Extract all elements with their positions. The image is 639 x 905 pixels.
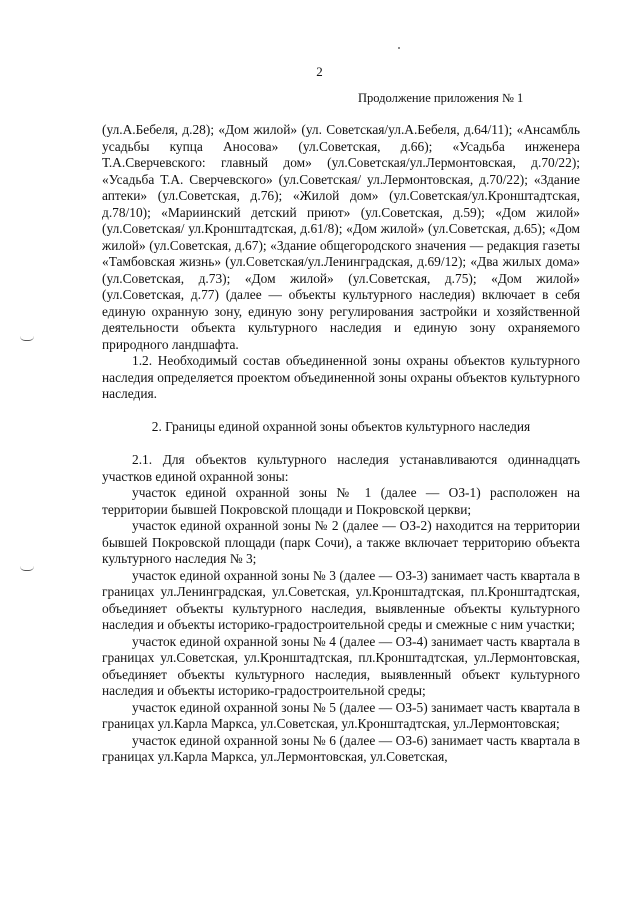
paragraph-oz1: участок единой охранной зоны № 1 (далее — ОЗ-1) расположен на территории бывшей Покровской площади и Покровской церкви; [102,485,580,517]
document-body [102,122,580,766]
appendix-continuation: Продолжение приложения № 1 [358,91,524,105]
paragraph-oz2: участок единой охранной зоны № 2 (далее — ОЗ-2) находится на территории бывшей Покровской площади (парк Сочи), а также включает территорию объекта культурного наследия № 3; [102,518,580,566]
page-number: 2 [316,64,323,79]
paragraph-2-1: 2.1. Для объектов культурного наследия устанавливаются одиннадцать участков единой охранной зоны: [102,452,580,484]
paragraph-1-2: 1.2. Необходимый состав объединенной зоны охраны объектов культурного наследия определяется проектом объединенной зоны охраны объектов культурного наследия. [102,353,580,401]
paragraph-oz3: участок единой охранной зоны № 3 (далее — ОЗ-3) занимает часть квартала в границах ул.Ленинградская, ул.Советская, ул.Кронштадтская, пл.Кронштадтская, объединяет объекты культурного наследия, выявленные объекты культурного наследия и объекты историко-градостроительной среды и смежные с ним участки; [102,567,580,632]
paragraph-oz5: участок единой охранной зоны № 5 (далее — ОЗ-5) занимает часть квартала в границах ул.Карла Маркса, ул.Советская, ул.Кронштадтская, ул.Лермонтовская; [102,699,580,731]
section-heading-2: 2. Границы единой охранной зоны объектов культурного наследия [151,418,531,434]
paragraph-objects-list: (ул.А.Бебеля, д.28); «Дом жилой» (ул. Советская/ул.А.Бебеля, д.64/11); «Ансамбль усадьбы купца Аносова» (ул.Советская, д.66); «Усадьба инженера Т.А.Сверчевского: главный дом» (ул.Советская/ул.Лермонтовская, д.70/22); «Усадьба Т.А. Сверчевского» (ул.Советская/ ул.Лермонтовская, д.70/22); «Здание аптеки» (ул.Советская, д.76); «Жилой дом» (ул.Советская/ул.Кронштадтская, д.78/10); «Мариинский детский приют» (ул.Советская, д.59); «Дом жилой» (ул.Советская/ ул.Кронштадтская, д.61/8); «Дом жилой» (ул.Советская, д.65); «Дом жилой» (ул.Советская, д.67); «Здание общегородского значения — редакция газеты «Тамбовская жизнь» (ул.Советская/ул.Ленинградская, д.69/12); «Два жилых дома» (ул.Советская, д.73); «Дом жилой» (ул.Советская, д.75); «Дом жилой» (ул.Советская, д.77) (далее — объекты культурного наследия) включает в себя единую охранную зону, единую зону регулирования застройки и хозяйственной деятельности объекта культурного наследия и единую зону охраняемого природного ландшафта. [102,122,580,352]
margin-mark [20,566,34,571]
scan-speck [398,47,400,49]
margin-mark [20,336,34,341]
paragraph-oz6: участок единой охранной зоны № 6 (далее — ОЗ-6) занимает часть квартала в границах ул.Карла Маркса, ул.Лермонтовская, ул.Советская, [102,732,580,764]
paragraph-oz4: участок единой охранной зоны № 4 (далее — ОЗ-4) занимает часть квартала в границах ул.Советская, ул.Кронштадтская, пл.Кронштадтская, ул.Лермонтовская, объединяет объекты культурного наследия, выявленный объект культурного наследия и объекты историко-градостроительной среды; [102,633,580,698]
